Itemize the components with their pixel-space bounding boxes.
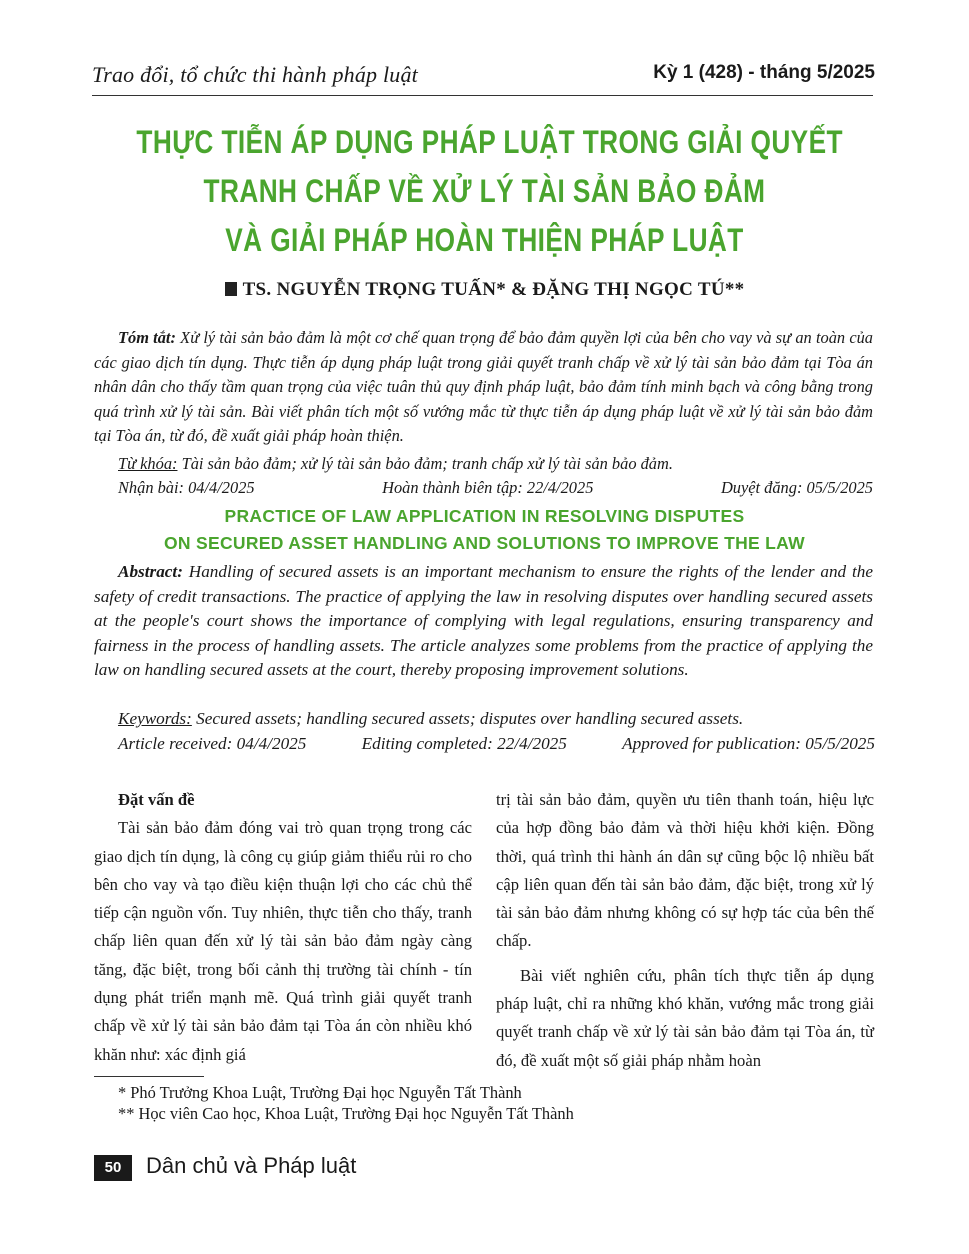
en-received: Article received: 04/4/2025: [118, 734, 307, 753]
title-line-1: THỰC TIỄN ÁP DỤNG PHÁP LUẬT TRONG GIẢI QUYẾT: [136, 124, 843, 160]
vi-editing: Hoàn thành biên tập: 22/4/2025: [382, 478, 594, 497]
en-editing: Editing completed: 22/4/2025: [361, 734, 567, 753]
footnote-rule: [94, 1076, 204, 1077]
english-title: [60, 503, 909, 557]
issue-label: Kỳ 1 (428) - tháng 5/2025: [653, 62, 875, 83]
vi-approved: Duyệt đăng: 05/5/2025: [720, 478, 873, 497]
footnote-1: * Phó Trưởng Khoa Luật, Trường Đại học Nguyễn Tất Thành: [118, 1083, 522, 1102]
vi-dates: [118, 478, 873, 498]
authors: [60, 279, 909, 301]
vi-keywords-label: Từ khóa:: [118, 454, 178, 473]
english-title-line-1: PRACTICE OF LAW APPLICATION IN RESOLVING DISPUTES: [224, 506, 745, 526]
en-abstract-label: Abstract:: [118, 562, 183, 581]
body-column-right: [496, 786, 874, 1081]
vi-abstract-text: Xử lý tài sản bảo đảm là một cơ chế quan trọng để bảo đảm quyền lợi của bên cho vay và sự an toàn của các giao dịch tín dụng. Thực tiễn áp dụng pháp luật trong giải quyết tranh chấp về xử lý tài sản bảo đảm tại Tòa án nhân dân cho thấy tầm quan trọng của việc tuân thủ quy định pháp luật, bảo đảm tính minh bạch và công bằng trong quá trình xử lý tài sản. Bài viết phân tích một số vướng mắc từ thực tiễn áp dụng pháp luật về xử lý tài sản bảo đảm tại Tòa án, từ đó, đề xuất giải pháp hoàn thiện.: [94, 328, 873, 445]
vi-keywords: [118, 454, 673, 474]
footnote-2: ** Học viên Cao học, Khoa Luật, Trường Đại học Nguyễn Tất Thành: [118, 1104, 574, 1123]
body-column-left: [94, 786, 472, 1075]
vi-keywords-text: Tài sản bảo đảm; xử lý tài sản bảo đảm; tranh chấp xử lý tài sản bảo đảm.: [177, 454, 673, 473]
journal-name: Dân chủ và Pháp luật: [146, 1153, 357, 1178]
page-number: 50: [94, 1155, 132, 1181]
body-paragraph-continued: trị tài sản bảo đảm, quyền ưu tiên thanh toán, hiệu lực của hợp đồng bảo đảm và thời hiệu khởi kiện. Đồng thời, quá trình thi hành án dân sự cũng bộc lộ nhiều bất cập liên quan đến tài sản bảo đảm, đặc biệt, trong xử lý tài sản bảo đảm nhưng không có sự hợp tác của bên thế chấp.: [496, 790, 874, 951]
en-approved: Approved for publication: 05/5/2025: [622, 734, 875, 753]
en-abstract: [94, 560, 873, 683]
body-paragraph: Bài viết nghiên cứu, phân tích thực tiễn áp dụng pháp luật, chỉ ra những khó khăn, vướng mắc trong giải quyết tranh chấp về xử lý tài sản bảo đảm tại Tòa án, từ đó, đề xuất một số giải pháp nhằm hoàn: [496, 965, 874, 1070]
section-heading: Đặt vấn đề: [118, 790, 195, 809]
title-line-3: VÀ GIẢI PHÁP HOÀN THIỆN PHÁP LUẬT: [225, 222, 744, 258]
article-title: [60, 118, 909, 265]
title-line-2: TRANH CHẤP VỀ XỬ LÝ TÀI SẢN BẢO ĐẢM: [203, 173, 766, 209]
english-title-line-2: ON SECURED ASSET HANDLING AND SOLUTIONS TO IMPROVE THE LAW: [164, 533, 805, 553]
square-bullet-icon: [225, 282, 237, 296]
en-abstract-text: Handling of secured assets is an important mechanism to ensure the rights of the lender and the safety of credit transactions. The practice of applying the law in resolving disputes over handling secured assets at the people's court shows the importance of complying with legal regulations, ensuring transparency and fairness in the process of handling assets. The article analyzes some problems from the practice of applying the law on handling secured assets at the court, thereby proposing improvement solutions.: [94, 562, 873, 679]
vi-received: Nhận bài: 04/4/2025: [118, 478, 255, 497]
running-head: Trao đổi, tổ chức thi hành pháp luật: [92, 62, 418, 87]
en-keywords: [118, 709, 743, 729]
author-names: TS. NGUYỄN TRỌNG TUẤN* & ĐẶNG THỊ NGỌC TÚ**: [242, 279, 745, 300]
body-paragraph: Tài sản bảo đảm đóng vai trò quan trọng trong các giao dịch tín dụng, là công cụ giúp giảm thiểu rủi ro cho bên cho vay và tạo điều kiện thuận lợi cho các chủ thể tiếp cận nguồn vốn. Tuy nhiên, thực tiễn cho thấy, tranh chấp liên quan đến xử lý tài sản bảo đảm ngày càng tăng, đặc biệt, trong bối cảnh thị trường tài chính - tín dụng phát triển mạnh mẽ. Quá trình giải quyết tranh chấp về xử lý tài sản bảo đảm tại Tòa án còn nhiều khó khăn như: xác định giá: [94, 818, 472, 1064]
vi-abstract: [94, 326, 873, 449]
en-dates: [118, 734, 875, 754]
en-keywords-label: Keywords:: [118, 709, 192, 728]
header-rule: [92, 95, 873, 96]
en-keywords-text: Secured assets; handling secured assets; disputes over handling secured assets.: [191, 709, 744, 728]
vi-abstract-label: Tóm tắt:: [118, 328, 176, 347]
